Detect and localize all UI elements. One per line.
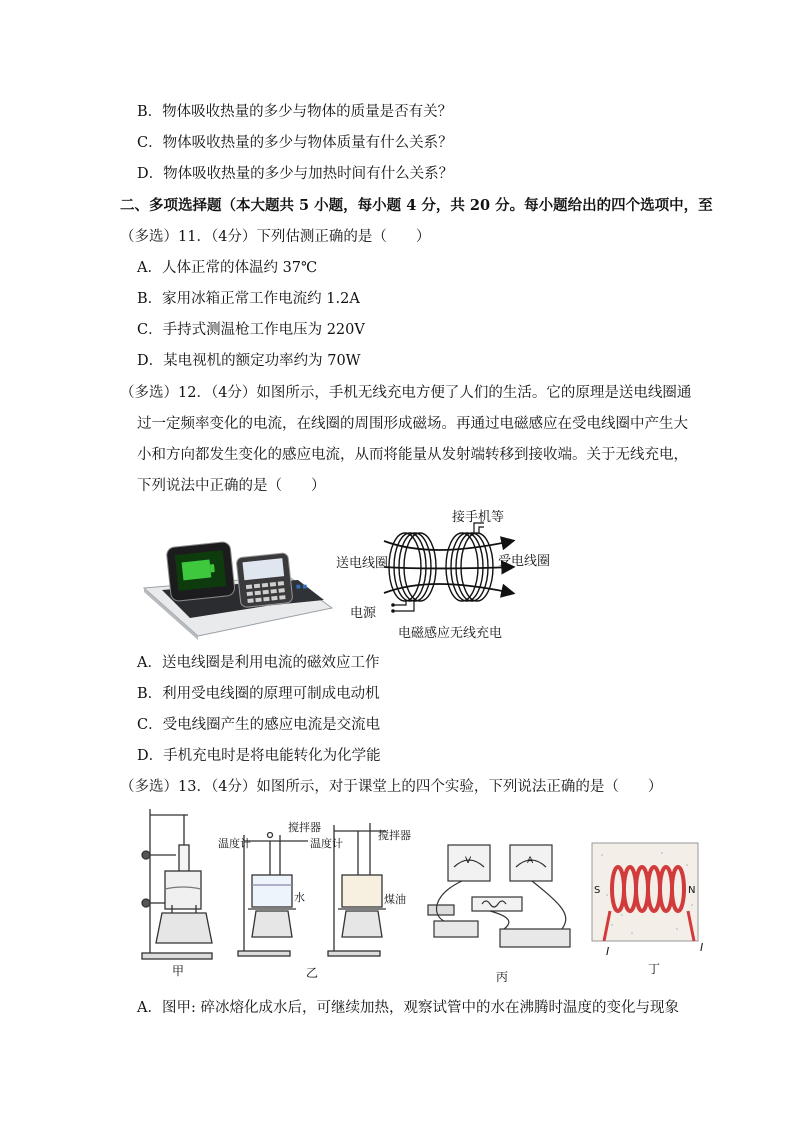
option-b-top: B．物体吸收热量的多少与物体的质量是否有关？ <box>137 104 453 120</box>
figure-bing <box>428 845 570 947</box>
q12-option-b: B．利用受电线圈的原理可制成电动机 <box>137 686 380 702</box>
q12-option-c: C．受电线圈产生的感应电流是交流电 <box>137 717 381 733</box>
label-kerosene: 煤油 <box>384 893 406 906</box>
label-thermometer-1: 温度计 <box>218 837 251 850</box>
power-label: 电源 <box>350 606 377 621</box>
label-stirrer-2: 搅拌器 <box>378 829 411 842</box>
q12-option-d: D．手机充电时是将电能转化为化学能 <box>137 748 381 764</box>
send-coil-label: 送电线圈 <box>336 556 389 571</box>
section-heading: 二、多项选择题（本大题共 5 小题，每小题 4 分，共 20 分。每小题给出的四个选项中，至 <box>120 197 713 214</box>
label-voltmeter: V <box>465 856 472 866</box>
option-d-top: D．物体吸收热量的多少与加热时间有什么关系？ <box>137 166 454 182</box>
label-north: N <box>688 885 696 896</box>
q12-stem-line-1: （多选）12．（4分）如图所示，手机无线充电方便了人们的生活。它的原理是送电线圈通 <box>120 385 692 401</box>
q11-option-c: C．手持式测温枪工作电压为 220V <box>137 322 365 338</box>
label-current-2: I <box>700 941 704 954</box>
figure-ding <box>592 843 698 941</box>
label-stirrer-1: 搅拌器 <box>288 821 321 834</box>
receive-coil-label: 受电线圈 <box>498 554 551 569</box>
q12-stem-line-4: 下列说法中正确的是（ ） <box>137 478 326 494</box>
q11-option-d: D．某电视机的额定功率约为 70W <box>137 353 361 369</box>
svg-text:■ ■: ■ ■ <box>296 584 308 590</box>
q11-stem: （多选）11．（4分）下列估测正确的是（ ） <box>120 229 431 245</box>
phone-label: 接手机等 <box>452 510 505 525</box>
label-jia: 甲 <box>172 964 185 978</box>
q12-option-a: A．送电线圈是利用电流的磁效应工作 <box>137 655 380 671</box>
label-current-1: I <box>606 945 610 958</box>
figure-jia <box>142 809 212 959</box>
label-water: 水 <box>294 891 305 904</box>
wireless-charging-diagram <box>336 505 566 645</box>
charging-pad-photo <box>138 528 334 640</box>
q11-option-a: A．人体正常的体温约 37℃ <box>137 260 318 276</box>
label-ding: 丁 <box>648 962 661 976</box>
q12-stem-line-3: 小和方向都发生变化的感应电流，从而将能量从发射端转移到接收端。关于无线充电， <box>137 447 688 463</box>
figure-caption: 电磁感应无线充电 <box>398 626 503 641</box>
experiment-figures <box>132 805 722 985</box>
q12-stem-line-2: 过一定频率变化的电流，在线圈的周围形成磁场。再通过电磁感应在受电线圈中产生大 <box>137 416 688 432</box>
label-thermometer-2: 温度计 <box>310 837 343 850</box>
q13-stem: （多选）13．（4分）如图所示，对于课堂上的四个实验，下列说法正确的是（ ） <box>120 779 663 795</box>
label-bing: 丙 <box>496 970 509 984</box>
q13-option-a: A．图甲: 碎冰熔化成水后，可继续加热，观察试管中的水在沸腾时温度的变化与现象 <box>137 1000 679 1016</box>
q11-option-b: B．家用冰箱正常工作电流约 1.2A <box>137 291 360 307</box>
label-yi: 乙 <box>306 966 319 980</box>
label-ammeter: A <box>527 856 534 866</box>
option-c-top: C．物体吸收热量的多少与物体质量有什么关系？ <box>137 135 453 151</box>
label-south: S <box>594 885 601 896</box>
